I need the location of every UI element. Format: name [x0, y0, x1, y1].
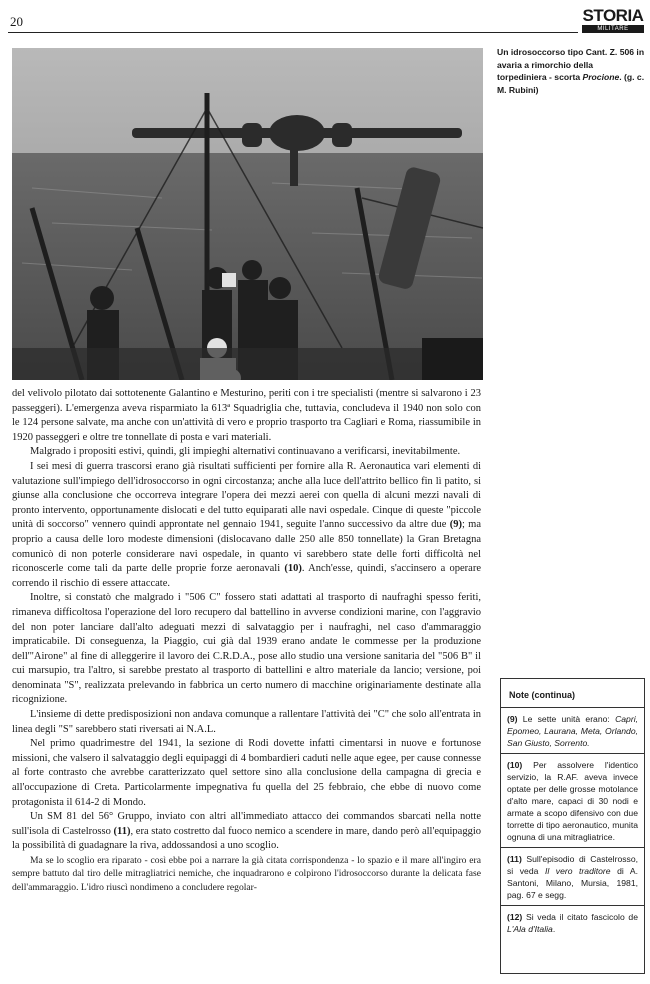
- paragraph: Ma se lo scoglio era riparato - così ebbe poi a narrare la già citata corrispondenza - lo spazio e il mare all'ingiro era sempre battuto dal tiro delle mitragliatrici nemiche, che inquadrarono e colpirono l'idrosoccorso durante la delicata fase dell'ammaraggio. L'idro riuscì nondimeno a concludere regolar-: [12, 855, 481, 893]
- caption-ship-name: Procione: [582, 72, 620, 82]
- note-ref: (11): [113, 825, 131, 837]
- paragraph: Nel primo quadrimestre del 1941, la sezione di Rodi dovette infatti cimentarsi in nuove e fortunose missioni, che valsero il salvataggio degli equipaggi di 4 bombardieri caduti nelle aque egee, per cause connesse al forte contrasto che avrebbe caratterizzato quel settore sino alla conclusione della campagna di grecia e all'occupazione di Creta. Particolarmente impegnativa fu quella del 25 febbraio, che ebbe di nuovo come protagonista il 614-2 di Mondo.: [12, 738, 481, 808]
- caption-text: Un idrosoccorso tipo Cant. Z. 506 in avaria a rimorchio della torpediniera - scorta: [497, 47, 645, 82]
- header-rule: [8, 32, 578, 33]
- caption-credit: . (g. c. M. Rubini): [497, 72, 645, 95]
- page-number: 20: [10, 14, 23, 29]
- note-10: (10) Per assolvere l'identico servizio, la R.AF. aveva invece optate per delle grosse motolance d'alto mare, capaci di 30 nodi e armate a scopo difensivo con due torrette di tipo aeronautico, munita ognuna di una mitragliatrice.: [501, 759, 644, 848]
- note-ref: (9): [449, 519, 462, 531]
- paragraph: Un SM 81 del 56° Gruppo, inviato con altri all'immediato attacco dei commandos sbarcati nella notte sull'isola di Castelrosso (11), era stato costretto dal fuoco nemico a scendere in mare, dando però all'equipaggio la possibilità di guadagnare la riva, addossandosi a uno scoglio.: [12, 811, 481, 852]
- logo-subtitle: MILITARE: [582, 25, 644, 33]
- seaplane-photo: [12, 48, 483, 380]
- article-body: [12, 387, 481, 894]
- notes-box: [500, 678, 645, 974]
- paragraph: Malgrado i propositi estivi, quindi, gli impieghi alternativi continuavano a verificarsi, inevitabilmente.: [30, 446, 461, 458]
- note-12: (12) Si veda il citato fascicolo de L'Ala d'Italia.: [507, 912, 638, 934]
- notes-title: Note (continua): [501, 683, 644, 708]
- note-11: (11) Sull'episodio di Castelrosso, si veda Il vero traditore di A. Santoni, Milano, Mursia, 1981, pag. 67 e segg.: [501, 853, 644, 906]
- logo-title: STORIA: [582, 6, 644, 25]
- magazine-logo: [582, 8, 644, 33]
- paragraph: I sei mesi di guerra trascorsi erano già risultati sufficienti per fornire alla R. Aeronautica vari elementi di valutazione sull'impiego dell'idrosoccorso in ogni circostanza; anche alla luce dell'attrito bellico fin lì patito, si giunse alla conclusione che occorreva integrare l'opera dei mezzi aerei con quella di alcuni mezzi navali di pronto intervento, opportunamente dislocati e del tutto equiparati alle navi ospedale. Cinque di queste "piccole unità di soccorso" vennero quindi approntate nel gennaio 1941, seguite l'anno successivo da altre due (9); ma proprio a causa delle loro modeste dimensioni (dislocavano dalle 250 alle 850 tonnellate) la Gran Bretagna comunicò di non poterle considerare navi ospedale, in quanto vi sarebbero state delle forti difficoltà nel riconoscerle come tali da parte delle proprie forze aeronavali (10). Anch'esse, quindi, s'accinsero a operare correndo il rischio di essere attaccate.: [12, 460, 481, 589]
- paragraph: Inoltre, si constatò che malgrado i "506 C" fossero stati adattati al trasporto di naufraghi spesso feriti, rimaneva difficoltosa l'operazione del loro recupero dal battellino in avverse condizioni marine, con l'aggravio del non poter lanciare dall'alto adeguati mezzi di salvataggio per i naufraghi, nel caso d'ammaraggio impraticabile. Di conseguenza, la Piaggio, cui già dal 1939 erano andate le commesse per la produzione dell'"Airone" al fine di alleggerire il lavoro dei C.R.D.A., pose allo studio una versione sanitaria del "506 B" il cui marsupio, tra l'altro, si sarebbe prestato al trasporto di battellini e altro materiale da lancio; versione, poi denominata "S", realizzata prelevando in fabbrica un certo numero di macchine originariamente destinate alla ricognizione.: [12, 592, 481, 706]
- photo-caption: [497, 46, 645, 96]
- paragraph: del velivolo pilotato dai sottotenente Galantino e Mesturino, periti con i tre specialisti (mentre si salvarono i 23 passeggeri). L'emergenza aveva risparmiato la 613ª Squadriglia che, tuttavia, concludeva il 1940 non solo con le 124 persone salvate, ma anche con un'attività di vero e proprio trasporto tra Cagliari e Roma, riassumibile in 1920 passeggeri e oltre tre tonnellate di posta e vari materiali.: [12, 388, 481, 443]
- note-9: (9) Le sette unità erano: Capri, Epomeo, Laurana, Meta, Orlando, San Giusto, Sorrento.: [501, 713, 644, 754]
- paragraph: L'insieme di dette predisposizioni non andava comunque a rallentare l'attività dei "C" che solo all'entrata in linea degli "S" sarebbero stati riversati ai N.A.L.: [12, 709, 481, 735]
- note-ref: (10): [284, 563, 302, 575]
